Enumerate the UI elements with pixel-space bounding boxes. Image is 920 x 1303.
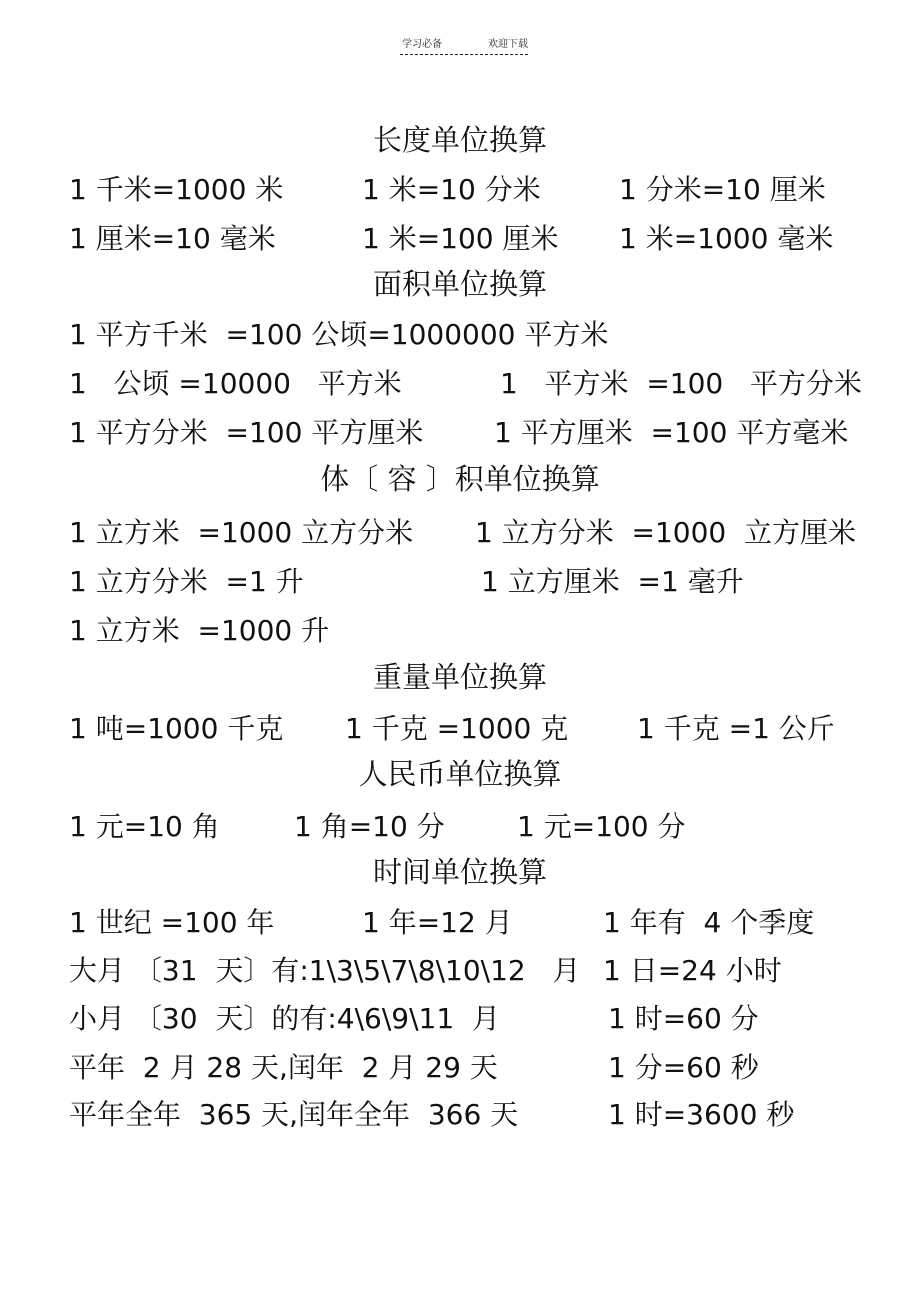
conversion-item: 1 千克 =1 公斤 <box>637 712 835 745</box>
conversion-item: 1 立方分米 =1 升 <box>69 565 304 598</box>
volume-row-2 <box>0 562 920 602</box>
section-title-money: 人民币单位换算 <box>358 757 562 791</box>
header-left-text: 学习必备 <box>402 39 442 50</box>
conversion-item: 1 元=10 角 <box>69 810 220 843</box>
conversion-item: 1 平方分米 =100 平方厘米 <box>69 416 424 449</box>
section-title-weight: 重量单位换算 <box>372 660 547 694</box>
section-title-volume: 体〔 容 〕积单位换算 <box>320 462 600 496</box>
area-row-3 <box>0 413 920 453</box>
conversion-item: 1 米=100 厘米 <box>362 222 559 255</box>
conversion-item: 1 平方千米 =100 公顷=1000000 平方米 <box>69 318 609 351</box>
volume-row-3 <box>0 611 920 651</box>
conversion-item: 1 世纪 =100 年 <box>69 906 275 939</box>
conversion-item: 1 时=60 分 <box>608 1002 759 1035</box>
time-row-3 <box>0 999 920 1039</box>
conversion-item: 大月 〔31 天〕有:1\3\5\7\8\10\12 月 <box>69 954 581 987</box>
time-row-4 <box>0 1048 920 1088</box>
conversion-item: 1 时=3600 秒 <box>608 1098 795 1131</box>
conversion-item: 1 立方厘米 =1 毫升 <box>481 565 744 598</box>
section-title-time: 时间单位换算 <box>372 855 547 889</box>
conversion-item: 1 米=1000 毫米 <box>619 222 834 255</box>
conversion-item: 1 立方分米 =1000 立方厘米 <box>475 516 857 549</box>
section-title-length: 长度单位换算 <box>372 123 547 157</box>
conversion-item: 1 立方米 =1000 升 <box>69 614 330 647</box>
conversion-item: 1 元=100 分 <box>517 810 686 843</box>
conversion-item: 1 年有 4 个季度 <box>603 906 815 939</box>
conversion-item: 1 吨=1000 千克 <box>69 712 284 745</box>
length-row-1 <box>0 170 920 210</box>
length-row-2 <box>0 219 920 259</box>
conversion-item: 1 厘米=10 毫米 <box>69 222 276 255</box>
conversion-item: 1 角=10 分 <box>294 810 445 843</box>
conversion-item: 1 平方米 =100 平方分米 <box>500 367 862 400</box>
conversion-item: 1 公顷 =10000 平方米 <box>69 367 402 400</box>
time-row-1 <box>0 903 920 943</box>
conversion-item: 平年 2 月 28 天,闰年 2 月 29 天 <box>69 1051 498 1084</box>
conversion-item: 小月 〔30 天〕的有:4\6\9\11 月 <box>69 1002 500 1035</box>
conversion-item: 平年全年 365 天,闰年全年 366 天 <box>69 1098 519 1131</box>
conversion-item: 1 千克 =1000 克 <box>345 712 569 745</box>
volume-row-1 <box>0 513 920 553</box>
page-header <box>400 38 528 55</box>
time-row-5 <box>0 1095 920 1135</box>
conversion-item: 1 立方米 =1000 立方分米 <box>69 516 414 549</box>
money-row-1 <box>0 807 920 847</box>
section-title-area: 面积单位换算 <box>372 267 547 301</box>
weight-row-1 <box>0 709 920 749</box>
area-row-2 <box>0 364 920 404</box>
conversion-item: 1 平方厘米 =100 平方毫米 <box>494 416 849 449</box>
conversion-item: 1 千米=1000 米 <box>69 173 284 206</box>
conversion-item: 1 分=60 秒 <box>608 1051 759 1084</box>
conversion-item: 1 分米=10 厘米 <box>619 173 826 206</box>
conversion-item: 1 年=12 月 <box>362 906 513 939</box>
conversion-item: 1 米=10 分米 <box>362 173 541 206</box>
conversion-item: 1 日=24 小时 <box>603 954 782 987</box>
time-row-2 <box>0 951 920 991</box>
header-right-text: 欢迎下载 <box>488 39 528 50</box>
area-row-1 <box>0 315 920 355</box>
